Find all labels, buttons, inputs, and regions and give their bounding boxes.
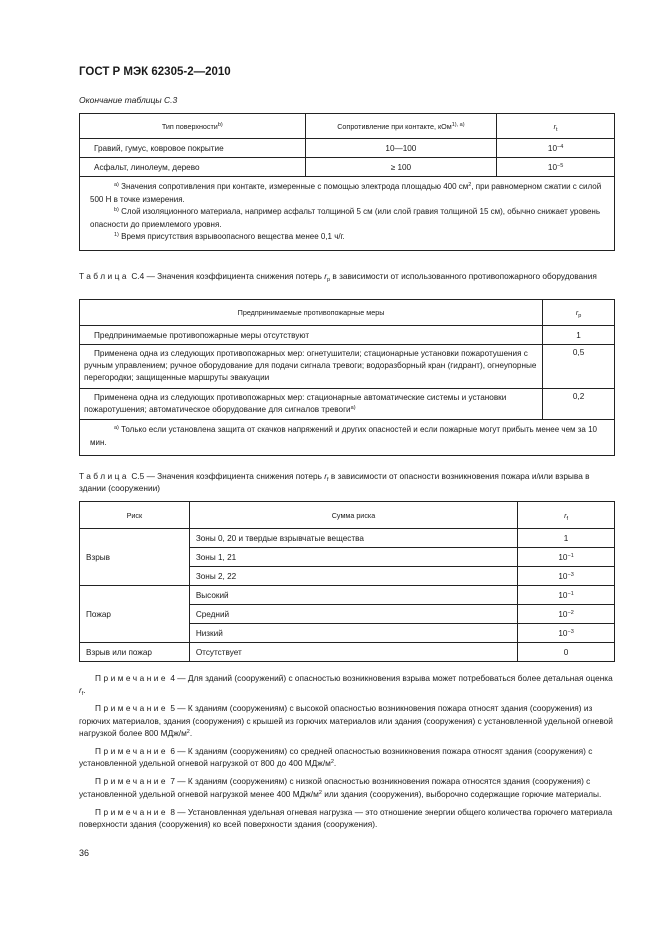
table-cell-sum: Отсутствует <box>189 643 517 662</box>
table-cell-rt: $10^{-5}$ <box>497 158 615 177</box>
table-c3-header-row <box>80 114 615 139</box>
notes-block <box>79 672 615 836</box>
table-c5 <box>79 501 615 662</box>
table-c5-col-risk: Риск <box>80 502 190 529</box>
table-cell-sum: Зоны 0, 20 и твердые взрывчатые вещества <box>189 529 517 548</box>
note-7: Примечание 7 — К зданиям (сооружениям) с низкой опасностью возникновения пожара относятся здания (сооружения) с установленной удельной огневой нагрузкой менее 400 МДж/$м^2$ или здания (сооружения), выборочно содержащие горючие материалы. <box>79 776 602 799</box>
table-cell-rf: 0 <box>518 643 615 662</box>
table-c4-caption: Таблица С.4 — Значения коэффициента снижения потерь $r_p$ в зависимости от использованного противопожарного оборудования <box>79 271 597 283</box>
table-c4-header-row <box>80 300 615 326</box>
table-cell-surface: Асфальт, линолеум, дерево <box>80 158 306 177</box>
table-cell-measure: Применена одна из следующих противопожарных мер: стационарные автоматические системы и установки пожаротушения; автоматическое оборудование для сигналов тревоги$^{а)}$ <box>80 389 543 420</box>
table-cell-rf: $10^{-1}$ <box>518 548 615 567</box>
table-c3-note-b: $^{b)}$ Слой изоляционного материала, например асфальт толщиной 5 см (или слой гравия толщиной 15 см), обычно снижает уровень опасности до приемлемого уровня. <box>90 207 601 229</box>
table-cell-surface: Гравий, гумус, ковровое покрытие <box>80 139 306 158</box>
table-cell-resistance: ≥ 100 <box>305 158 497 177</box>
note-4: Примечание 4 — Для зданий (сооружений) с опасностью возникновения взрыва может потребоваться более детальная оценка $r_f$. <box>79 673 613 698</box>
table-c3-note-1: $^{1)}$ Время присутствия взрывоопасного вещества менее 0,1 ч/г. <box>114 232 345 241</box>
table-c5-caption: Таблица С.5 — Значения коэффициента снижения потерь $r_f$ в зависимости от опасности возникновения пожара и/или взрыва в здании (сооружении) <box>79 471 590 494</box>
page-number: 36 <box>79 848 90 858</box>
table-row <box>80 529 615 548</box>
table-row <box>80 586 615 605</box>
table-row <box>80 345 615 389</box>
table-cell-rf: $10^{-3}$ <box>518 624 615 643</box>
table-cell-rt: $10^{-4}$ <box>497 139 615 158</box>
table-cell-rp: 0,5 <box>543 345 615 389</box>
table-cell-sum: Высокий <box>189 586 517 605</box>
table-c3-col-resistance: Сопротивление при контакте, кОм$^{1), а)}$ <box>305 114 497 139</box>
table-c5-col-sum: Сумма риска <box>189 502 517 529</box>
table-c3 <box>79 113 615 251</box>
note-6: Примечание 6 — К зданиям (сооружениям) со средней опасностью возникновения пожара относят здания (сооружения) с установленной удельной огневой нагрузкой от 800 до 400 МДж/$м^2$. <box>79 746 593 769</box>
table-cell-rf: 1 <box>518 529 615 548</box>
table-cell-resistance: 10—100 <box>305 139 497 158</box>
note-5: Примечание 5 — К зданиям (сооружениям) с высокой опасностью возникновения пожара относят здания (сооружения) из горючих материалов, здания (сооружения) с крышей из горючих материалов или здания (сооружения) с установленной удельной огневой нагрузкой более 800 МДж/$м^2$. <box>79 703 613 738</box>
table-c3-continuation-caption: Окончание таблицы С.3 <box>79 95 178 105</box>
table-row <box>80 158 615 177</box>
table-cell-measure: Применена одна из следующих противопожарных мер: огнетушители; стационарные установки пожаротушения с ручным управлением; ручное оборудование для подачи сигнала тревоги; водоразборный кран (гидрант), огнеупорные перегородки; защищенные маршруты эвакуации <box>80 345 543 389</box>
table-row <box>80 643 615 662</box>
table-c4-notes-row <box>80 420 615 456</box>
note-8: Примечание 8 — Установленная удельная огневая нагрузка — это отношение энергии общего количества горючего материала поверхности здания (сооружения) ко всей поверхности здания (сооружения). <box>79 806 613 830</box>
table-row <box>80 326 615 345</box>
table-row <box>80 139 615 158</box>
table-c4-note: $^{а)}$ Только если установлена защита от скачков напряжений и других опасностей и если пожарные могут прибыть менее чем за 10 мин. <box>80 420 615 456</box>
table-c5-col-rf: $r_f$ <box>518 502 615 529</box>
document-header: ГОСТ Р МЭК 62305-2—2010 <box>79 66 231 78</box>
table-cell-risk: Пожар <box>80 586 190 643</box>
table-cell-sum: Зоны 2, 22 <box>189 567 517 586</box>
table-cell-sum: Зоны 1, 21 <box>189 548 517 567</box>
table-c5-header-row <box>80 502 615 529</box>
table-cell-risk: Взрыв или пожар <box>80 643 190 662</box>
table-c3-col-rt: $r_t$ <box>497 114 615 139</box>
table-cell-rp: 1 <box>543 326 615 345</box>
table-cell-rf: $10^{-3}$ <box>518 567 615 586</box>
table-c3-notes <box>80 177 615 251</box>
table-cell-risk: Взрыв <box>80 529 190 586</box>
table-c3-note-a: $^{а)}$ Значения сопротивления при контакте, измеренные с помощью электрода площадью 400 $см^2$, при равномерном сжатии с силой 500 Н в точке измерения. <box>90 182 602 204</box>
table-c3-col-surface: Тип поверхности$^{b)}$ <box>80 114 306 139</box>
table-c4-col-measures: Предпринимаемые противопожарные меры <box>80 300 543 326</box>
table-cell-rp: 0,2 <box>543 389 615 420</box>
table-c3-notes-row <box>80 177 615 251</box>
table-c4 <box>79 299 615 456</box>
table-cell-sum: Средний <box>189 605 517 624</box>
table-cell-measure: Предпринимаемые противопожарные меры отсутствуют <box>80 326 543 345</box>
table-row <box>80 389 615 420</box>
table-c4-col-rp: $r_p$ <box>543 300 615 326</box>
table-cell-rf: $10^{-2}$ <box>518 605 615 624</box>
table-cell-rf: $10^{-1}$ <box>518 586 615 605</box>
table-cell-sum: Низкий <box>189 624 517 643</box>
